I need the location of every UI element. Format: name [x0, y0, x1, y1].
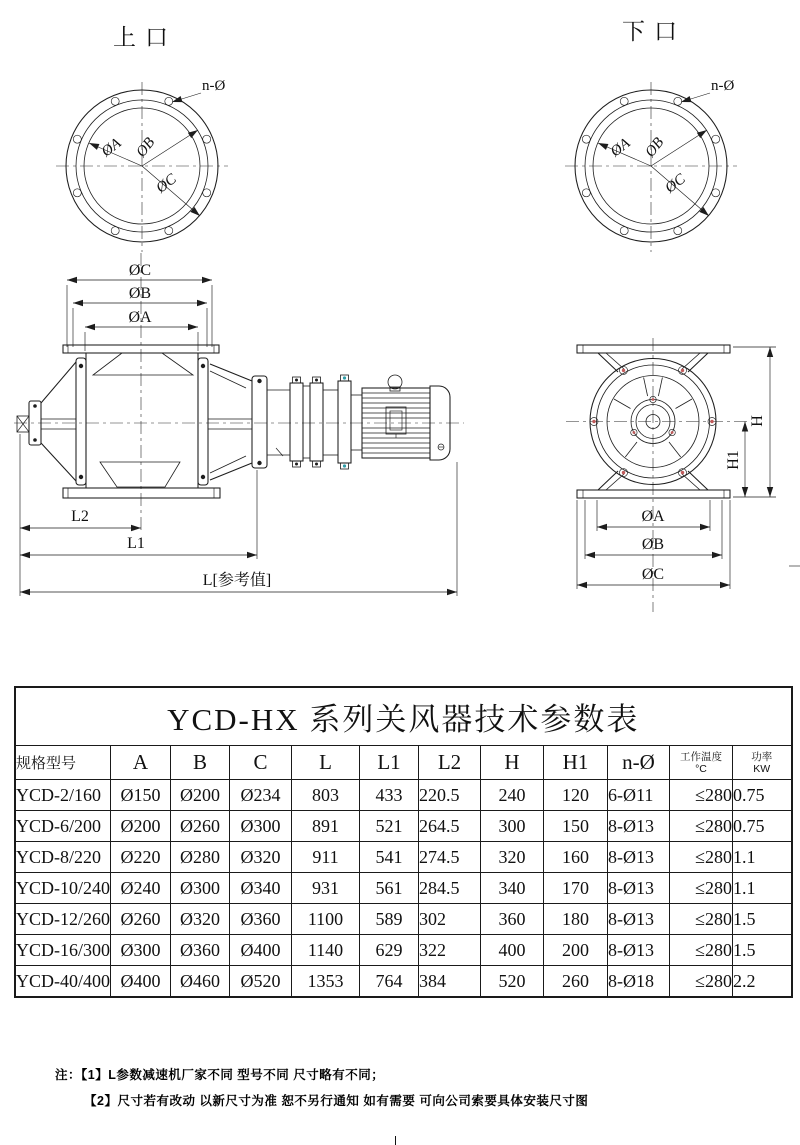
- cell: 322: [419, 935, 481, 966]
- cell: 891: [292, 811, 360, 842]
- cell: ≤280: [670, 873, 733, 904]
- footnotes: [55, 1062, 588, 1114]
- parameter-table: [14, 686, 793, 998]
- cell-model: YCD-6/200: [15, 811, 111, 842]
- top-port-title: 上口: [113, 24, 177, 50]
- cell: ≤280: [670, 904, 733, 935]
- dim-label-phi-c: ØC: [128, 262, 152, 279]
- cell: 1100: [292, 904, 360, 935]
- cell: Ø260: [171, 811, 230, 842]
- col-header-power: 功率 KW: [733, 746, 792, 780]
- cell-model: YCD-8/220: [15, 842, 111, 873]
- cell: 8-Ø13: [608, 811, 670, 842]
- cell: Ø200: [171, 780, 230, 811]
- cell: Ø460: [171, 966, 230, 998]
- dim-label-phi-a: ØA: [607, 135, 634, 161]
- cell: 150: [544, 811, 608, 842]
- cell: 200: [544, 935, 608, 966]
- col-header-b: B: [171, 746, 230, 780]
- table-row: [15, 873, 792, 904]
- table-row: [15, 780, 792, 811]
- footnote-2: 【2】尺寸若有改动 以新尺寸为准 恕不另行通知 如有需要 可向公司索要具体安装尺寸图: [84, 1094, 589, 1108]
- cell: 0.75: [733, 811, 792, 842]
- dim-label-l-ref: L[参考值]: [202, 572, 272, 589]
- col-header-h1: H1: [544, 746, 608, 780]
- bottom-port-title: 下口: [622, 18, 686, 44]
- dim-label-phi-a: ØA: [128, 309, 152, 326]
- cell: 180: [544, 904, 608, 935]
- table-row: [15, 904, 792, 935]
- col-header-h: H: [481, 746, 544, 780]
- col-header-l1: L1: [360, 746, 419, 780]
- dim-label-phi-c: ØC: [641, 566, 665, 583]
- cell: 0.75: [733, 780, 792, 811]
- bottom-port-flange-view: [565, 18, 737, 252]
- cell-model: YCD-16/300: [15, 935, 111, 966]
- cell: 120: [544, 780, 608, 811]
- page-center-tick: [395, 1136, 396, 1145]
- col-header-c: C: [230, 746, 292, 780]
- table-row: [15, 935, 792, 966]
- cell: Ø240: [111, 873, 171, 904]
- cell: 240: [481, 780, 544, 811]
- cell: ≤280: [670, 935, 733, 966]
- cell: 360: [481, 904, 544, 935]
- cell: 170: [544, 873, 608, 904]
- dim-label-phi-a: ØA: [98, 135, 125, 161]
- cell: 911: [292, 842, 360, 873]
- cell: 8-Ø13: [608, 873, 670, 904]
- dim-label-phi-a: ØA: [641, 508, 665, 525]
- cell: 8-Ø18: [608, 966, 670, 998]
- cell: ≤280: [670, 966, 733, 998]
- teal-bolt-dot: [343, 464, 346, 467]
- cell: 1.1: [733, 842, 792, 873]
- table-row: [15, 966, 792, 998]
- col-header-a: A: [111, 746, 171, 780]
- cell: 1140: [292, 935, 360, 966]
- cell: Ø520: [230, 966, 292, 998]
- cell: 264.5: [419, 811, 481, 842]
- cell: 302: [419, 904, 481, 935]
- dim-label-phi-c: ØC: [153, 171, 180, 197]
- cell: 1.1: [733, 873, 792, 904]
- col-header-temp: 工作温度 °C: [670, 746, 733, 780]
- cell-model: YCD-10/240: [15, 873, 111, 904]
- cell: 764: [360, 966, 419, 998]
- dim-label-l2: L2: [71, 508, 89, 525]
- col-header-l2: L2: [419, 746, 481, 780]
- dim-label-phi-b: ØB: [642, 134, 668, 161]
- dim-label-phi-c: ØC: [662, 171, 689, 197]
- dim-label-phi-b: ØB: [133, 134, 159, 161]
- teal-bolt-dot: [343, 376, 346, 379]
- cell: 284.5: [419, 873, 481, 904]
- cell: 561: [360, 873, 419, 904]
- cell: 1.5: [733, 935, 792, 966]
- cell: Ø360: [171, 935, 230, 966]
- cell: 541: [360, 842, 419, 873]
- cell: 629: [360, 935, 419, 966]
- col-header-l: L: [292, 746, 360, 780]
- dim-label-n-holes: n-Ø: [711, 78, 735, 94]
- cell: 1353: [292, 966, 360, 998]
- dim-label-phi-b: ØB: [128, 285, 152, 302]
- cell: 160: [544, 842, 608, 873]
- dim-label-l1: L1: [127, 535, 145, 552]
- cell-model: YCD-40/400: [15, 966, 111, 998]
- cell: ≤280: [670, 780, 733, 811]
- cell: Ø200: [111, 811, 171, 842]
- col-header-n: n-Ø: [608, 746, 670, 780]
- cell: 931: [292, 873, 360, 904]
- cell: 521: [360, 811, 419, 842]
- cell: Ø360: [230, 904, 292, 935]
- cell: Ø300: [171, 873, 230, 904]
- cell: 340: [481, 873, 544, 904]
- dim-label-n-holes: n-Ø: [202, 78, 226, 94]
- cell: Ø150: [111, 780, 171, 811]
- cell: 433: [360, 780, 419, 811]
- footnote-1: 注：【1】L参数减速机厂家不同 型号不同 尺寸略有不同；: [55, 1068, 385, 1082]
- cell: Ø234: [230, 780, 292, 811]
- cell-model: YCD-2/160: [15, 780, 111, 811]
- cell: ≤280: [670, 842, 733, 873]
- valve-end-view: [566, 338, 800, 612]
- cell: Ø260: [111, 904, 171, 935]
- cell: Ø280: [171, 842, 230, 873]
- cell: 384: [419, 966, 481, 998]
- dim-label-phi-b: ØB: [641, 536, 665, 553]
- cell: Ø300: [230, 811, 292, 842]
- cell: Ø400: [111, 966, 171, 998]
- cell: 520: [481, 966, 544, 998]
- cell: 803: [292, 780, 360, 811]
- motor: [362, 375, 450, 460]
- cell: 6-Ø11: [608, 780, 670, 811]
- cell: 8-Ø13: [608, 842, 670, 873]
- valve-side-view: [14, 253, 464, 596]
- dim-label-h1: H1: [725, 450, 742, 470]
- cell: 300: [481, 811, 544, 842]
- cell: Ø300: [111, 935, 171, 966]
- table-row: [15, 842, 792, 873]
- cell: 400: [481, 935, 544, 966]
- table-title-row: [15, 687, 792, 746]
- cell: Ø320: [171, 904, 230, 935]
- cell: 274.5: [419, 842, 481, 873]
- cell: ≤280: [670, 811, 733, 842]
- cell: 2.2: [733, 966, 792, 998]
- col-header-model: 规格型号: [15, 746, 111, 780]
- cell: Ø400: [230, 935, 292, 966]
- table-title: YCD-HX 系列关风器技术参数表: [15, 687, 792, 746]
- cell: 320: [481, 842, 544, 873]
- cell-model: YCD-12/260: [15, 904, 111, 935]
- cell: 220.5: [419, 780, 481, 811]
- cell: 1.5: [733, 904, 792, 935]
- cell: Ø340: [230, 873, 292, 904]
- table-header-row: [15, 746, 792, 780]
- table-row: [15, 811, 792, 842]
- cell: 589: [360, 904, 419, 935]
- top-port-flange-view: [56, 24, 228, 252]
- cell: 260: [544, 966, 608, 998]
- cell: 8-Ø13: [608, 935, 670, 966]
- dim-label-h: H: [749, 415, 766, 427]
- cell: 8-Ø13: [608, 904, 670, 935]
- cell: Ø220: [111, 842, 171, 873]
- cell: Ø320: [230, 842, 292, 873]
